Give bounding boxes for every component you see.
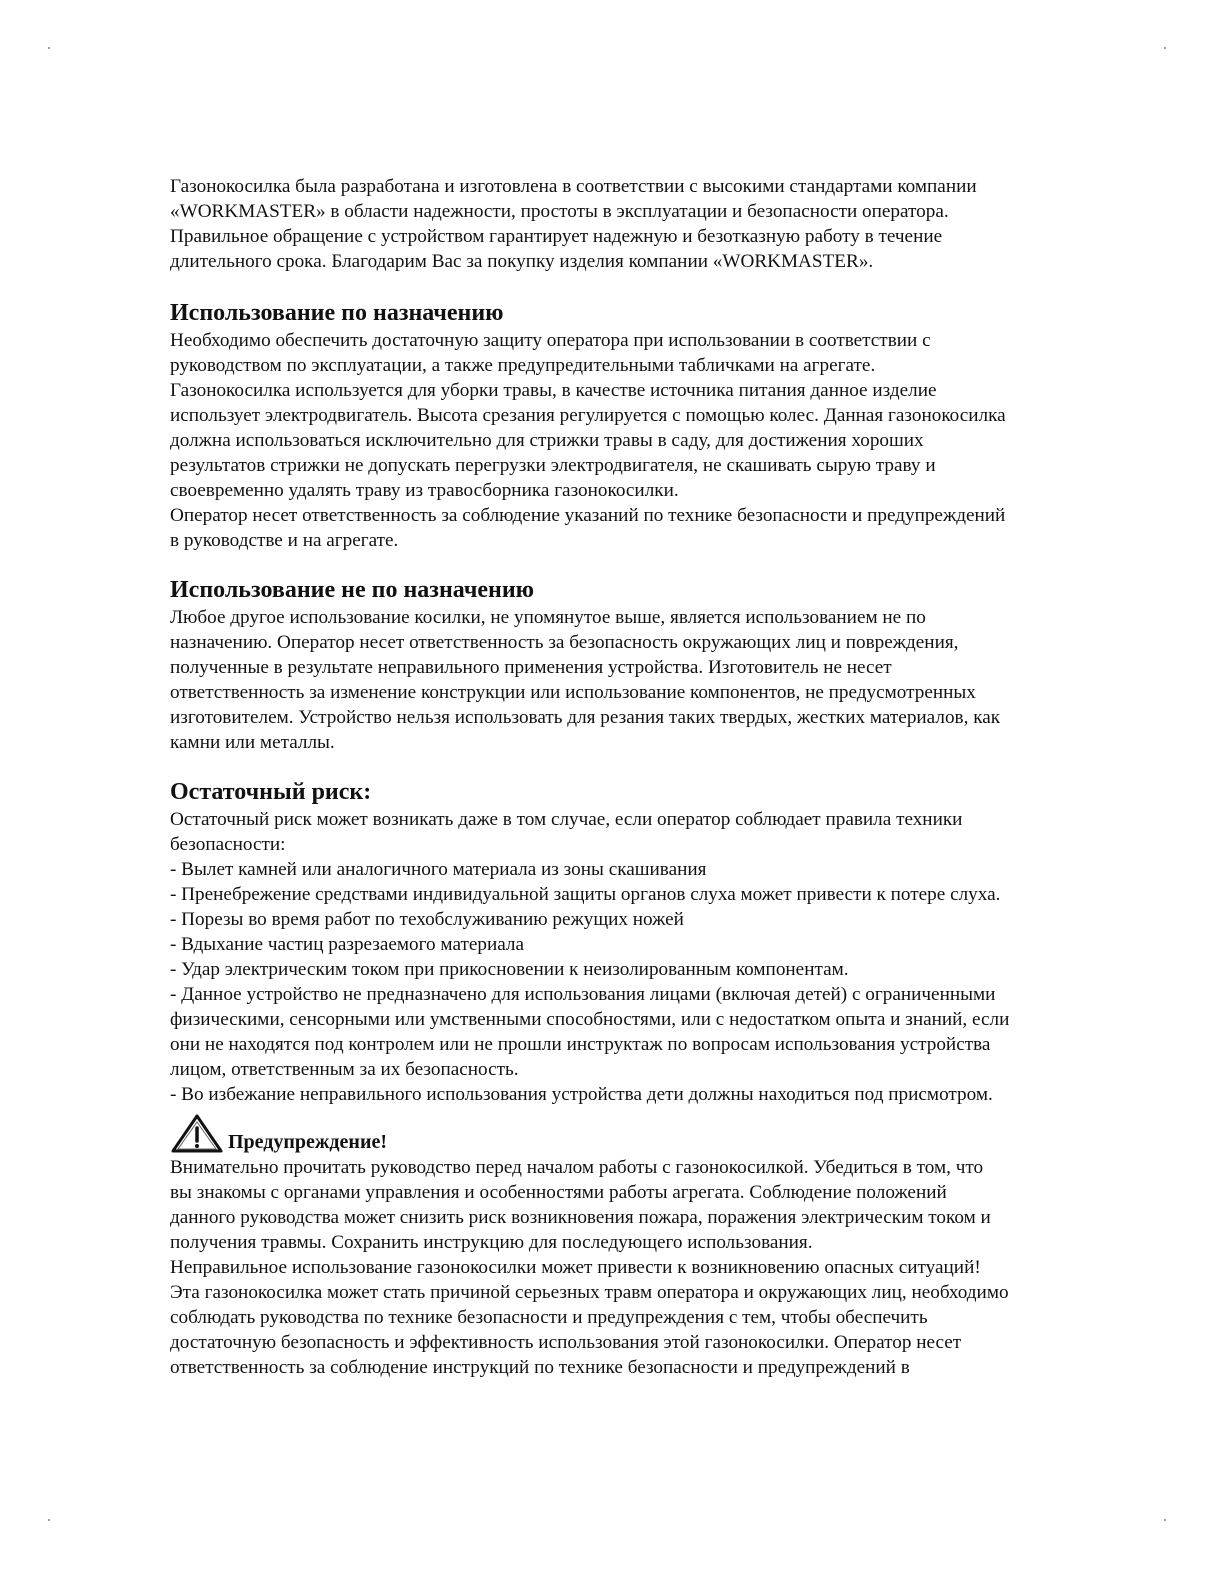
intro-paragraph: Газонокосилка была разработана и изготовлена в соответствии с высокими стандартами компании «WORKMASTER» в области надежности, простоты в эксплуатации и безопасности оператора. Правильное обращение с устройством гарантирует надежную и безотказную работу в течение длительного срока. Благодарим Вас за покупку изделия компании «WORKMASTER». (170, 176, 977, 272)
residual-risk-list (170, 857, 1140, 1107)
intended-use-paragraph: Необходимо обеспечить достаточную защиту оператора при использовании в соответствии с руководством по эксплуатации, а также предупредительными табличками на агрегате. Газонокосилка используется для уборки травы, в качестве источника питания данное изделие использует электродвигатель. Высота срезания регулируется с помощью колес. Данная газонокосилка должна использоваться исключительно для стрижки травы в саду, для достижения хороших результатов стрижки не допускать перегрузки электродвигателя, не скашивать сырую траву и своевременно удалять траву из травосборника газонокосилки. Оператор несет ответственность за соблюдение указаний по технике безопасности и предупреждений в руководстве и на агрегате. (170, 330, 1006, 551)
list-item: - Вдыхание частиц разрезаемого материала (170, 934, 525, 955)
list-item: - Порезы во время работ по техобслуживанию режущих ножей (170, 909, 684, 930)
intended-use-heading: Использование по назначению (170, 300, 504, 326)
scan-mark-bottom-left (48, 1519, 50, 1521)
list-item: - Во избежание неправильного использования устройства дети должны находиться под присмотром. (170, 1084, 993, 1105)
list-item: - Вылет камней или аналогичного материала из зоны скашивания (170, 859, 707, 880)
list-item: - Пренебрежение средствами индивидуальной защиты органов слуха может привести к потере слуха. (170, 884, 1001, 905)
warning-triangle-icon (170, 1113, 224, 1155)
list-item: - Данное устройство не предназначено для использования лицами (включая детей) с ограниченными физическими, сенсорными или умственными способностями, или с недостатком опыта и знаний, если они не находятся под контролем или не прошли инструктаж по вопросам использования устройства лицом, ответственным за их безопасность. (170, 984, 1010, 1080)
warning-header (170, 1113, 1140, 1155)
warning-heading: Предупреждение! (228, 1131, 388, 1153)
warning-paragraph: Внимательно прочитать руководство перед началом работы с газонокосилкой. Убедиться в том, что вы знакомы с органами управления и особенностями работы агрегата. Соблюдение положений данного руководства может снизить риск возникновения пожара, поражения электрическим током и получения травмы. Сохранить инструкцию для последующего использования. Неправильное использование газонокосилки может привести к возникновению опасных ситуаций! Эта газонокосилка может стать причиной серьезных травм оператора и окружающих лиц, необходимо соблюдать руководства по технике безопасности и предупреждения с тем, чтобы обеспечить достаточную безопасность и эффективность использования этой газонокосилки. Оператор несет ответственность за соблюдение инструкций по технике безопасности и предупреждений в (170, 1157, 1009, 1378)
residual-risk-heading: Остаточный риск: (170, 779, 372, 805)
scan-mark-bottom-right (1164, 1519, 1166, 1521)
document-page (170, 174, 1140, 1380)
list-item: - Удар электрическим током при прикосновении к неизолированным компонентам. (170, 959, 849, 980)
improper-use-heading: Использование не по назначению (170, 577, 534, 603)
scan-mark-top-left (48, 47, 50, 49)
improper-use-paragraph: Любое другое использование косилки, не упомянутое выше, является использованием не по назначению. Оператор несет ответственность за безопасность окружающих лиц и повреждения, полученные в результате неправильного применения устройства. Изготовитель не несет ответственность за изменение конструкции или использование компонентов, не предусмотренных изготовителем. Устройство нельзя использовать для резания таких твердых, жестких материалов, как камни или металлы. (170, 607, 1001, 753)
scan-mark-top-right (1164, 47, 1166, 49)
residual-risk-intro: Остаточный риск может возникать даже в том случае, если оператор соблюдает правила техники безопасности: (170, 809, 963, 855)
